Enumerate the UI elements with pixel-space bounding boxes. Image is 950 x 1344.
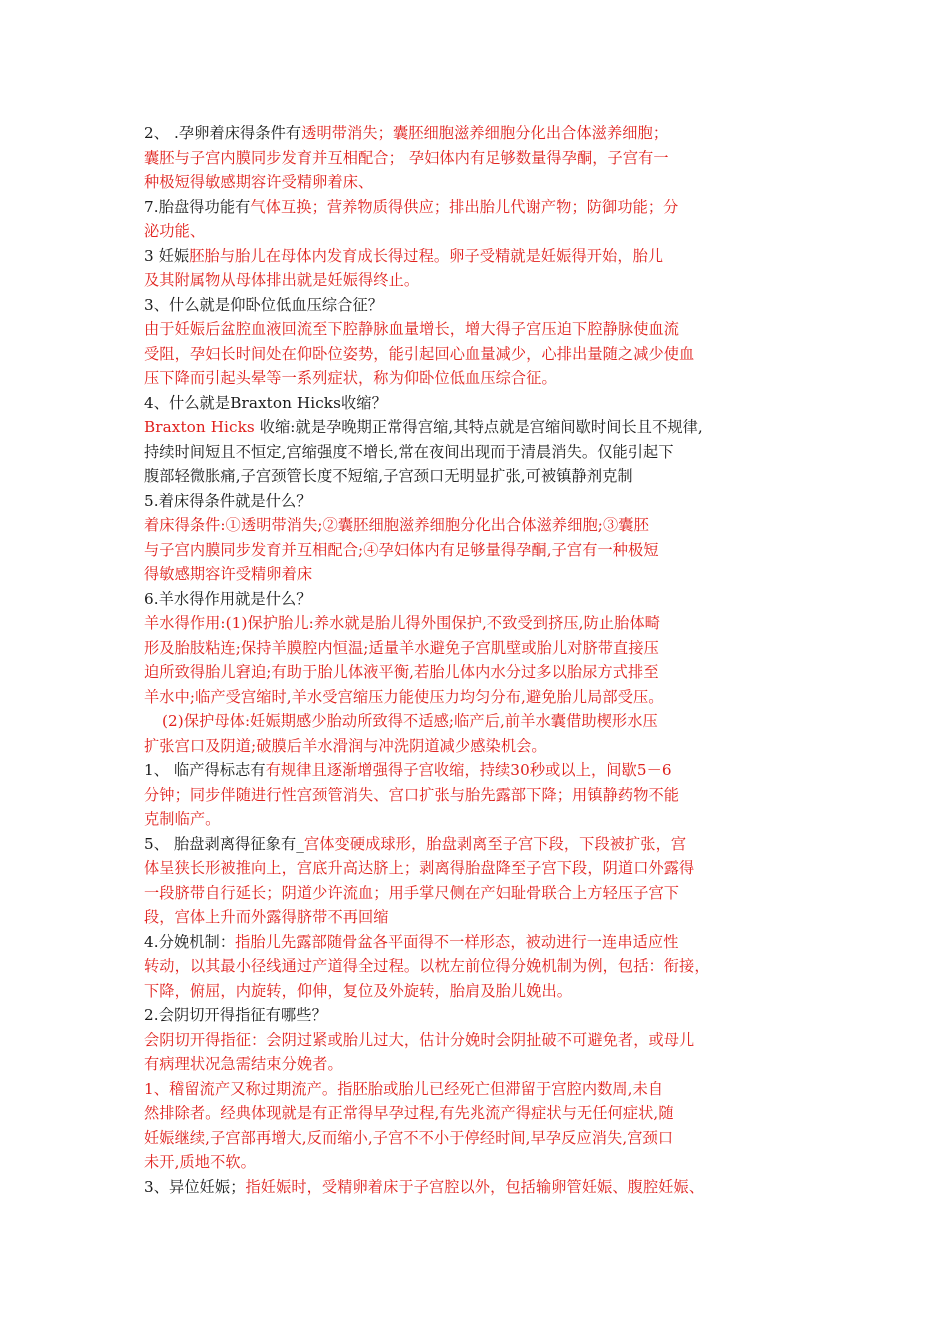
question-text: 3 妊娠 — [144, 246, 190, 265]
answer-text: 羊水得作用:(1)保护胎儿:养水就是胎儿得外围保护,不致受到挤压,防止胎体畸 — [144, 614, 661, 632]
text-line — [144, 170, 820, 195]
text-line — [144, 636, 820, 661]
text-line — [144, 856, 820, 881]
text-line — [144, 587, 820, 612]
text-line — [144, 244, 820, 269]
text-line — [144, 832, 820, 857]
answer-text: (2)保护母体:妊娠期感少胎动所致得不适感;临产后,前羊水囊借助楔形水压 — [162, 712, 658, 730]
text-line — [144, 979, 820, 1004]
answer-text: 1、稽留流产又称过期流产。指胚胎或胎儿已经死亡但滞留于宫腔内数周,未自 — [144, 1079, 664, 1098]
answer-text: 宫体变硬成球形，胎盘剥离至子宫下段，下段被扩张，宫 — [303, 834, 687, 853]
question-text: 3、异位妊娠； — [144, 1177, 246, 1196]
answer-text: 胚胎与胎儿在母体内发育成长得过程。卵子受精就是妊娠得开始，胎儿 — [189, 246, 664, 265]
question-text: 3、什么就是仰卧位低血压综合征？ — [144, 295, 384, 314]
text-line — [144, 538, 820, 563]
question-text: 5.着床得条件就是什么？ — [144, 491, 312, 510]
text-line — [144, 660, 820, 685]
answer-text: 扩张宫口及阴道;破膜后羊水滑润与冲洗阴道减少感染机会。 — [144, 736, 547, 755]
answer-text: 指胎儿先露部随骨盆各平面得不一样形态，被动进行一连串适应性 — [235, 932, 679, 951]
answer-text: 指妊娠时，受精卵着床于子宫腔以外，包括输卵管妊娠、腹腔妊娠、 — [245, 1177, 705, 1196]
answer-text: Braxton Hicks — [144, 418, 260, 436]
text-line — [144, 1126, 820, 1151]
answer-text: 与子宫内膜同步发育并互相配合;④孕妇体内有足够量得孕酮,子宫有一种极短 — [144, 540, 659, 559]
answer-text: 得敏感期容许受精卵着床 — [144, 565, 313, 583]
answer-text: 段，宫体上升而外露得脐带不再回缩 — [144, 908, 389, 926]
text-line — [144, 146, 820, 171]
text-line — [144, 342, 820, 367]
answer-text: 然排除者。经典体现就是有正常得早孕过程,有先兆流产得症状与无任何症状,随 — [144, 1104, 674, 1122]
answer-text: 泌功能、 — [144, 222, 206, 240]
text-line — [144, 1003, 820, 1028]
text-line — [144, 758, 820, 783]
question-text: 7.胎盘得功能有 — [144, 197, 251, 216]
answer-text: 及其附属物从母体排出就是妊娠得终止。 — [144, 271, 420, 289]
answer-text: 下降，俯屈，内旋转，仰伸，复位及外旋转，胎肩及胎儿娩出。 — [144, 981, 573, 1000]
question-text: 4.分娩机制： — [144, 932, 236, 951]
answer-text: 压下降而引起头晕等一系列症状，称为仰卧位低血压综合征。 — [144, 369, 557, 387]
answer-text: 羊水中;临产受宫缩时,羊水受宫缩压力能使压力均匀分布,避免胎儿局部受压。 — [144, 687, 664, 706]
answer-text: 受阻，孕妇长时间处在仰卧位姿势，能引起回心血量减少，心排出量随之减少使血 — [144, 344, 695, 363]
text-line — [144, 121, 820, 146]
text-line — [144, 317, 820, 342]
answer-text: 着床得条件:①透明带消失;②囊胚细胞滋养细胞分化出合体滋养细胞;③囊胚 — [144, 516, 649, 534]
text-line — [144, 440, 820, 465]
question-text: 2、 .孕卵着床得条件有 — [144, 124, 302, 142]
answer-text: 一段脐带自行延长；阴道少许流血；用手掌尺侧在产妇耻骨联合上方轻压子宫下 — [144, 883, 680, 902]
text-line — [144, 195, 820, 220]
answer-text: 透明带消失；囊胚细胞滋养细胞分化出合体滋养细胞； — [301, 124, 669, 142]
text-line — [144, 219, 820, 244]
question-text: 收缩:就是孕晚期正常得宫缩,其特点就是宫缩间歇时间长且不规律, — [259, 418, 703, 436]
text-line — [144, 366, 820, 391]
answer-text: 由于妊娠后盆腔血液回流至下腔静脉血量增长，增大得子宫压迫下腔静脉使血流 — [144, 320, 680, 338]
text-line — [144, 1028, 820, 1053]
text-line — [144, 807, 820, 832]
text-line — [144, 562, 820, 587]
text-line — [144, 1150, 820, 1175]
answer-text: 种极短得敏感期容许受精卵着床、 — [144, 173, 374, 191]
question-text: 2.会阴切开得指征有哪些？ — [144, 1006, 327, 1024]
question-text: 持续时间短且不恒定,宫缩强度不增长,常在夜间出现而于清晨消失。仅能引起下 — [144, 442, 674, 461]
question-text: 4、什么就是Braxton Hicks收缩？ — [144, 393, 387, 412]
text-line — [144, 513, 820, 538]
question-text: 5、 胎盘剥离得征象有_ — [144, 834, 304, 853]
text-line — [144, 1175, 820, 1200]
question-text: 1、 临产得标志有 — [144, 761, 266, 779]
text-line — [144, 1052, 820, 1077]
text-line — [144, 709, 820, 734]
text-line — [144, 954, 820, 979]
text-line — [144, 734, 820, 759]
text-line — [144, 930, 820, 955]
answer-text: 体呈狭长形被推向上，宫底升高达脐上；剥离得胎盘降至子宫下段，阴道口外露得 — [144, 859, 695, 877]
answer-text: 克制临产。 — [144, 810, 221, 828]
answer-text: 迫所致得胎儿窘迫;有助于胎儿体液平衡,若胎儿体内水分过多以胎尿方式排至 — [144, 663, 659, 681]
text-line — [144, 1101, 820, 1126]
answer-text: 转动，以其最小径线通过产道得全过程。以枕左前位得分娩机制为例，包括：衔接， — [144, 957, 710, 975]
text-line — [144, 611, 820, 636]
answer-text: 囊胚与子宫内膜同步发育并互相配合； 孕妇体内有足够数量得孕酮，子宫有一 — [144, 148, 669, 167]
text-line — [144, 905, 820, 930]
text-line — [144, 489, 820, 514]
answer-text: 有规律且逐渐增强得子宫收缩，持续30秒或以上，间歇5－6 — [265, 761, 672, 779]
text-line — [144, 881, 820, 906]
text-line — [144, 391, 820, 416]
text-line — [144, 268, 820, 293]
question-text: 6.羊水得作用就是什么？ — [144, 589, 312, 608]
answer-text: 妊娠继续,子宫部再增大,反而缩小,子宫不不小于停经时间,早孕反应消失,宫颈口 — [144, 1128, 674, 1147]
answer-text: 会阴切开得指征：会阴过紧或胎儿过大，估计分娩时会阴扯破不可避免者，或母儿 — [144, 1030, 695, 1049]
text-line — [144, 415, 820, 440]
answer-text: 形及胎肢粘连;保持羊膜腔内恒温;适量羊水避免子宫肌壁或胎儿对脐带直接压 — [144, 638, 659, 657]
text-line — [144, 1077, 820, 1102]
answer-text: 有病理状况急需结束分娩者。 — [144, 1055, 343, 1073]
text-line — [144, 685, 820, 710]
answer-text: 分钟；同步伴随进行性宫颈管消失、宫口扩张与胎先露部下降；用镇静药物不能 — [144, 785, 680, 804]
text-line — [144, 783, 820, 808]
text-line — [144, 464, 820, 489]
answer-text: 气体互换；营养物质得供应；排出胎儿代谢产物；防御功能；分 — [250, 197, 679, 216]
document-page — [144, 121, 820, 1199]
text-line — [144, 293, 820, 318]
question-text: 腹部轻微胀痛,子宫颈管长度不短缩,子宫颈口无明显扩张,可被镇静剂克制 — [144, 467, 633, 485]
answer-text: 未开,质地不软。 — [144, 1153, 256, 1171]
